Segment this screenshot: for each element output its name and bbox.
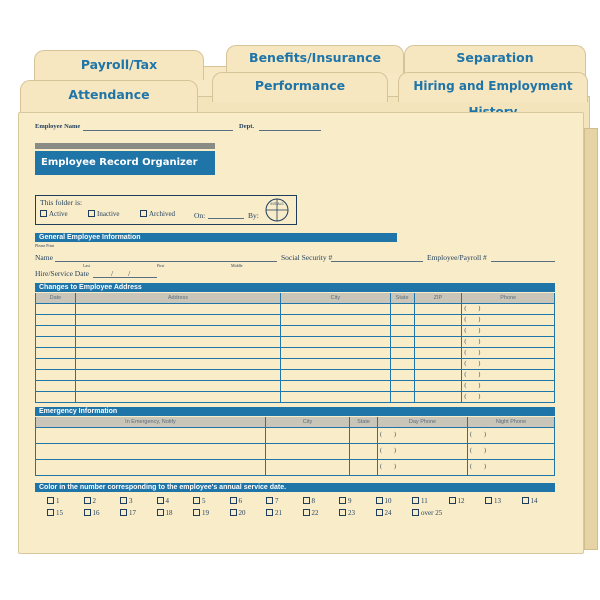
emergency-col-night-phone: Night Phone (495, 419, 527, 425)
table-cell[interactable] (76, 381, 281, 391)
table-cell[interactable] (391, 370, 415, 380)
service-year-label: over 25 (421, 509, 443, 517)
table-cell[interactable] (281, 392, 391, 402)
service-year-label: 11 (421, 497, 428, 505)
initials-seal-icon (264, 197, 290, 223)
table-row (36, 325, 554, 336)
tab-separation-label: Separation (456, 50, 534, 65)
table-cell[interactable] (391, 392, 415, 402)
payroll-label: Employee/Payroll # (427, 253, 487, 262)
table-row (36, 336, 554, 347)
title-gray-bar (35, 143, 215, 149)
table-cell[interactable] (76, 315, 281, 325)
table-cell[interactable] (36, 337, 76, 347)
status-inactive-label: Inactive (97, 210, 120, 218)
table-row (36, 391, 554, 402)
service-year-checkbox[interactable] (84, 509, 100, 517)
table-cell[interactable] (391, 381, 415, 391)
table-cell[interactable] (76, 326, 281, 336)
service-year-label: 16 (92, 509, 100, 517)
table-cell[interactable]: ( ) (464, 339, 481, 345)
folder-side-edge (584, 128, 598, 550)
service-year-checkbox[interactable] (412, 497, 428, 505)
emergency-col-notify: In Emergency, Notify (36, 417, 266, 427)
service-year-label: 22 (311, 509, 319, 517)
tab-performance[interactable] (212, 72, 388, 102)
service-year-label: 21 (275, 509, 282, 517)
name-label: Name (35, 253, 53, 262)
address-table-head (36, 293, 554, 303)
tab-benefits-insurance[interactable] (226, 45, 404, 73)
address-col-date: Date (36, 293, 76, 303)
service-row-2 (47, 509, 567, 521)
table-cell[interactable]: ( ) (470, 432, 486, 438)
address-col-phone: Phone (500, 295, 517, 301)
service-year-checkbox[interactable] (193, 509, 209, 517)
table-cell[interactable]: ( ) (464, 361, 481, 367)
table-cell[interactable] (281, 304, 391, 314)
table-row (36, 303, 554, 314)
table-cell[interactable] (415, 359, 463, 369)
tab-separation[interactable] (404, 45, 586, 73)
tab-attendance[interactable] (20, 80, 198, 112)
emergency-col-day-phone: Day Phone (378, 417, 468, 427)
service-year-checkbox[interactable] (449, 497, 465, 505)
status-on-line[interactable] (208, 218, 244, 219)
table-cell[interactable]: ( ) (464, 306, 481, 312)
table-cell[interactable] (36, 381, 76, 391)
address-table (35, 293, 555, 403)
tab-benefits-insurance-label: Benefits/Insurance (249, 50, 381, 65)
service-year-checkbox[interactable] (47, 497, 60, 505)
table-cell[interactable] (415, 315, 463, 325)
service-year-label: 9 (348, 497, 352, 505)
service-year-label: 4 (165, 497, 169, 505)
table-cell[interactable]: ( ) (470, 464, 486, 470)
initials-seal-text: INITIALS (270, 202, 284, 206)
status-archived-label: Archived (149, 210, 176, 218)
table-cell[interactable] (415, 348, 463, 358)
service-year-label: 18 (165, 509, 173, 517)
service-year-label: 8 (311, 497, 315, 505)
emergency-col-city: City (266, 417, 350, 427)
table-cell[interactable] (415, 392, 463, 402)
table-cell[interactable] (391, 359, 415, 369)
status-active-label: Active (49, 210, 68, 218)
name-middle-label: Middle (231, 263, 243, 268)
table-cell[interactable]: ( ) (464, 328, 481, 334)
table-cell[interactable]: ( ) (464, 350, 481, 356)
table-cell[interactable]: ( ) (378, 428, 468, 443)
table-cell[interactable] (36, 428, 266, 443)
table-cell[interactable] (36, 460, 266, 475)
table-cell[interactable] (281, 359, 391, 369)
dept-line[interactable] (259, 130, 321, 131)
emergency-header: Emergency Information (35, 407, 555, 416)
tab-hiring-employment-history[interactable] (398, 72, 588, 102)
service-year-checkbox[interactable] (193, 497, 206, 505)
status-active-checkbox[interactable] (40, 210, 68, 218)
table-cell[interactable]: ( ) (470, 448, 486, 454)
table-row (36, 358, 554, 369)
table-row (36, 443, 554, 459)
table-cell[interactable]: ( ) (378, 460, 468, 475)
service-year-checkbox[interactable] (412, 509, 442, 517)
service-year-checkbox[interactable] (84, 497, 97, 505)
service-year-label: 7 (275, 497, 279, 505)
table-cell[interactable] (36, 326, 76, 336)
service-year-checkbox[interactable] (230, 497, 243, 505)
table-cell[interactable] (415, 370, 463, 380)
service-year-label: 19 (202, 509, 209, 517)
emergency-col-state: State (350, 417, 378, 427)
address-col-city: City (281, 293, 391, 303)
service-row-1 (47, 497, 567, 509)
service-year-label: 3 (129, 497, 133, 505)
table-cell[interactable] (391, 337, 415, 347)
please-print-label: Please Print (35, 243, 54, 248)
service-year-label: 1 (56, 497, 60, 505)
table-row (36, 314, 554, 325)
hire-date-label: Hire/Service Date (35, 269, 89, 278)
payroll-line[interactable] (491, 261, 555, 262)
tab-performance-label: Performance (254, 78, 346, 93)
address-header: Changes to Employee Address (35, 283, 555, 292)
status-label: This folder is: (40, 198, 83, 207)
name-first-label: First (157, 263, 165, 268)
table-cell[interactable] (281, 348, 391, 358)
table-cell[interactable] (36, 315, 76, 325)
table-cell[interactable] (281, 326, 391, 336)
status-inactive-checkbox[interactable] (88, 210, 120, 218)
table-cell[interactable] (391, 326, 415, 336)
name-line[interactable] (55, 261, 277, 262)
table-cell[interactable]: ( ) (378, 444, 468, 459)
table-cell[interactable] (415, 337, 463, 347)
service-year-checkbox[interactable] (522, 497, 538, 505)
service-year-checkbox[interactable] (157, 497, 170, 505)
table-cell[interactable] (415, 381, 463, 391)
table-cell[interactable] (36, 348, 76, 358)
service-year-checkbox[interactable] (303, 509, 319, 517)
table-cell[interactable] (391, 315, 415, 325)
service-year-label: 23 (348, 509, 355, 517)
general-info-header: General Employee Information (35, 233, 397, 242)
tab-payroll-tax[interactable] (34, 50, 204, 80)
table-row (36, 459, 554, 475)
page-title: Employee Record Organizer (35, 151, 215, 175)
service-year-checkbox[interactable] (47, 509, 63, 517)
table-cell[interactable] (76, 392, 281, 402)
address-col-state: State (391, 293, 415, 303)
table-cell[interactable] (415, 326, 463, 336)
table-cell[interactable] (281, 315, 391, 325)
table-cell[interactable] (281, 381, 391, 391)
table-cell[interactable] (36, 392, 76, 402)
table-cell[interactable] (391, 348, 415, 358)
table-row (36, 347, 554, 358)
table-cell[interactable] (266, 428, 350, 443)
table-cell[interactable]: ( ) (464, 317, 481, 323)
table-cell[interactable] (76, 359, 281, 369)
emergency-rows (36, 427, 554, 475)
ssn-line[interactable] (331, 261, 423, 262)
service-year-label: 13 (494, 497, 501, 505)
status-box (35, 195, 297, 225)
service-year-label: 5 (202, 497, 206, 505)
service-year-label: 10 (384, 497, 392, 505)
service-year-checkbox[interactable] (120, 497, 133, 505)
service-year-checkbox[interactable] (376, 509, 392, 517)
service-year-label: 12 (457, 497, 465, 505)
name-last-label: Last (83, 263, 90, 268)
table-cell[interactable] (350, 428, 378, 443)
employee-name-label: Employee Name (35, 123, 81, 130)
address-col-address: Address (76, 293, 281, 303)
service-year-checkbox[interactable] (266, 497, 279, 505)
service-year-label: 24 (384, 509, 392, 517)
status-by-label: By: (248, 211, 259, 220)
front-folder (18, 112, 584, 554)
address-col-zip: ZIP (415, 293, 463, 303)
table-cell[interactable] (350, 460, 378, 475)
emergency-table-head (36, 417, 554, 427)
table-cell[interactable] (36, 370, 76, 380)
table-cell[interactable] (76, 304, 281, 314)
tab-hiring-employment-history-label: Hiring and Employment (413, 79, 573, 93)
table-cell[interactable] (76, 337, 281, 347)
employee-name-line[interactable] (83, 130, 233, 131)
service-year-checkbox[interactable] (376, 497, 392, 505)
service-year-label: 20 (238, 509, 246, 517)
table-row (36, 369, 554, 380)
emergency-table (35, 417, 555, 476)
address-rows (36, 303, 554, 402)
table-cell[interactable] (281, 337, 391, 347)
ssn-label: Social Security # (281, 253, 333, 262)
table-row (36, 380, 554, 391)
table-cell[interactable] (391, 304, 415, 314)
service-year-checkbox[interactable] (303, 497, 316, 505)
tab-payroll-tax-label: Payroll/Tax (80, 57, 158, 72)
hire-date-slashes: / / (111, 269, 131, 278)
table-cell[interactable] (36, 444, 266, 459)
table-cell[interactable] (76, 370, 281, 380)
table-cell[interactable] (415, 304, 463, 314)
service-year-label: 15 (56, 509, 63, 517)
service-year-checkbox[interactable] (230, 509, 246, 517)
service-year-checkbox[interactable] (266, 509, 282, 517)
status-on-label: On: (194, 211, 206, 220)
service-year-label: 6 (238, 497, 242, 505)
service-year-label: 2 (92, 497, 96, 505)
table-row (36, 427, 554, 443)
status-archived-checkbox[interactable] (140, 210, 175, 218)
table-cell[interactable] (266, 444, 350, 459)
service-year-checkbox[interactable] (120, 509, 136, 517)
table-cell[interactable]: ( ) (464, 394, 481, 400)
service-date-header: Color in the number corresponding to the employee's annual service date. (35, 483, 555, 492)
tab-attendance-label: Attendance (68, 87, 150, 102)
service-year-label: 14 (530, 497, 538, 505)
service-year-checkbox[interactable] (339, 509, 355, 517)
service-year-checkbox[interactable] (339, 497, 352, 505)
service-year-checkbox[interactable] (157, 509, 173, 517)
service-year-checkbox[interactable] (485, 497, 501, 505)
table-cell[interactable] (266, 460, 350, 475)
service-year-label: 17 (129, 509, 136, 517)
table-cell[interactable] (76, 348, 281, 358)
table-cell[interactable]: ( ) (464, 383, 481, 389)
dept-label: Dept. (239, 123, 254, 130)
table-cell[interactable] (350, 444, 378, 459)
table-cell[interactable]: ( ) (464, 372, 481, 378)
table-cell[interactable] (36, 304, 76, 314)
table-cell[interactable] (281, 370, 391, 380)
table-cell[interactable] (36, 359, 76, 369)
